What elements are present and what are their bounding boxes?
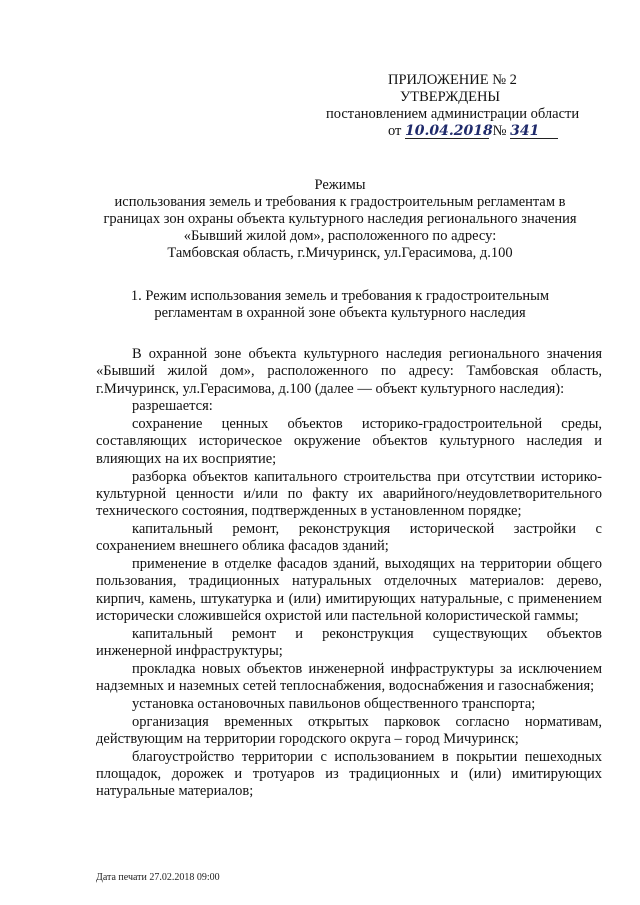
paragraph: благоустройство территории с использованием в покрытии пешеходных площадок, дорожек и тротуаров из традиционных и (или) имитирующих натуральные материалов; (96, 748, 602, 800)
handwritten-number: 341 (510, 123, 558, 140)
paragraph: прокладка новых объектов инженерной инфраструктуры за исключением надземных и наземных сетей теплоснабжения, водоснабжения и газоснабжения; (96, 660, 602, 695)
paragraph: установка остановочных павильонов общественного транспорта; (132, 695, 536, 712)
title-line-1: Режимы (314, 177, 366, 193)
paragraph: разборка объектов капитального строительства при отсутствии историко-культурной ценности и/или по факту их аварийного/неудовлетворительного технического состояния, подтвержденных в установленном порядке; (96, 468, 602, 520)
print-date-footer: Дата печати 27.02.2018 09:00 (96, 872, 220, 883)
approved-label: УТВЕРЖДЕНЫ (400, 89, 501, 105)
handwritten-date: 10.04.2018 (405, 123, 493, 139)
paragraph: организация временных открытых парковок согласно нормативам, действующим на территории городского округа – город Мичуринск; (96, 713, 602, 748)
section-line-2: регламентам в охранной зоне объекта культурного наследия (154, 305, 526, 321)
section-line-1: 1. Режим использования земель и требования к градостроительным (130, 288, 550, 304)
appendix-number: ПРИЛОЖЕНИЕ № 2 (388, 72, 517, 88)
appendix-header (320, 72, 600, 140)
paragraph: применение в отделке фасадов зданий, выходящих на территории общего пользования, традиционных натуральных отделочных материалов: дерево, кирпич, камень, штукатурка и (или) имитирующих натуральные, с применением исторически сложившейся охристой или пастельной колористической гаммы; (96, 556, 602, 624)
from-label: от (388, 123, 402, 139)
document-title (60, 177, 620, 262)
paragraph: сохранение ценных объектов историко-градостроительной среды, составляющих историческое окружение объектов культурного наследия и влияющих на их восприятие; (96, 416, 602, 467)
paragraph: разрешается: (132, 398, 213, 415)
approval-authority: постановлением администрации области (326, 106, 580, 122)
title-line-4: «Бывший жилой дом», расположенного по адресу: (183, 228, 497, 244)
title-line-2: использования земель и требования к градостроительным регламентам в (114, 194, 566, 210)
approval-date-number (320, 123, 600, 140)
paragraph: капитальный ремонт, реконструкция исторической застройки с сохранением внешнего облика фасадов зданий; (96, 520, 602, 555)
title-line-3: границах зон охраны объекта культурного наследия регионального значения (103, 211, 577, 227)
section-heading (60, 288, 620, 322)
number-label: № (492, 123, 507, 139)
paragraph: В охранной зоне объекта культурного наследия регионального значения «Бывший жилой дом», расположенного по адресу: Тамбовская область, г.Мичуринск, ул.Герасимова, д.100 (далее — объект культурного наследия): (96, 346, 602, 397)
title-line-5: Тамбовская область, г.Мичуринск, ул.Герасимова, д.100 (167, 245, 513, 261)
document-body (96, 346, 602, 801)
paragraph: капитальный ремонт и реконструкция существующих объектов инженерной инфраструктуры; (96, 625, 602, 660)
